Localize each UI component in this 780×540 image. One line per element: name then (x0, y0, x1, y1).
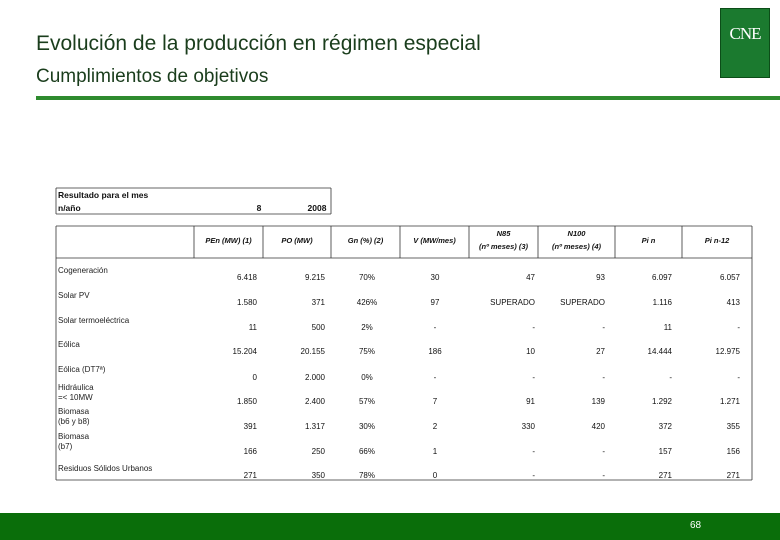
table-cell: 9.215 (304, 273, 325, 282)
table-cell: - (737, 323, 740, 332)
table-cell: 30% (358, 422, 376, 431)
table-cell: 2% (361, 323, 373, 332)
period-year: 2008 (307, 203, 327, 213)
column-header-sub: (nº meses) (3) (478, 242, 529, 251)
table-cell: 271 (243, 471, 257, 480)
table-cell: 372 (658, 422, 672, 431)
table-cell: 27 (596, 347, 605, 356)
column-header: N85 (496, 229, 511, 238)
table-cell: 15.204 (232, 347, 257, 356)
period-label: Resultado para el mes (58, 190, 149, 200)
table-cell: 350 (311, 471, 325, 480)
row-label: Cogeneración (58, 266, 108, 275)
table-cell: 271 (726, 471, 740, 480)
table-cell: 11 (663, 323, 672, 332)
table-cell: 10 (526, 347, 535, 356)
table-cell: 66% (358, 447, 376, 456)
row-label-sub: =< 10MW (58, 393, 93, 402)
table-cell: - (433, 323, 437, 332)
table-cell: 1.292 (651, 397, 672, 406)
table-cell: - (737, 373, 740, 382)
table-cell: 12.975 (715, 347, 740, 356)
table-cell: 70% (358, 273, 376, 282)
table-cell: 420 (591, 422, 605, 431)
row-label: Biomasa (58, 432, 90, 441)
table-cell: 271 (658, 471, 672, 480)
table-cell: 30 (430, 273, 440, 282)
table-cell: - (433, 373, 437, 382)
table-cell: 1.317 (304, 422, 325, 431)
table-cell: 413 (726, 298, 740, 307)
table-cell: 11 (248, 323, 257, 332)
row-label-sub: (b7) (58, 442, 73, 451)
table-cell: 14.444 (647, 347, 672, 356)
table-cell: - (602, 447, 605, 456)
row-label: Residuos Sólidos Urbanos (58, 464, 153, 473)
table-cell: - (532, 323, 535, 332)
table-cell: 1 (432, 447, 438, 456)
table-cell: 91 (526, 397, 535, 406)
table-cell: - (532, 373, 535, 382)
table-cell: 7 (432, 397, 438, 406)
period-label-year: n/año (58, 203, 81, 213)
table-cell: - (602, 471, 605, 480)
table-cell: - (669, 373, 672, 382)
row-label: Eólica (DT7ª) (58, 365, 106, 374)
table-cell: 186 (428, 347, 442, 356)
table-cell: - (602, 323, 605, 332)
period-month: 8 (256, 203, 262, 213)
table-cell: 57% (358, 397, 376, 406)
table-cell: 1.271 (719, 397, 740, 406)
column-header: Pi n (641, 236, 656, 245)
table-cell: SUPERADO (490, 298, 535, 307)
table-cell: 250 (311, 447, 325, 456)
table-cell: 93 (596, 273, 605, 282)
row-label: Eólica (58, 340, 80, 349)
table-cell: 2 (432, 422, 438, 431)
table-cell: 97 (430, 298, 440, 307)
column-header: PEn (MW) (1) (205, 236, 252, 245)
footer-bar (0, 513, 780, 540)
table-cell: 330 (521, 422, 535, 431)
table-cell: 500 (311, 323, 325, 332)
table-cell: 391 (243, 422, 257, 431)
table-cell: - (532, 447, 535, 456)
table-cell: 6.097 (651, 273, 672, 282)
table-cell: 355 (726, 422, 740, 431)
table-cell: 6.418 (236, 273, 257, 282)
table-cell: 0% (361, 373, 373, 382)
table-cell: - (532, 471, 535, 480)
row-label-sub: (b6 y b8) (58, 417, 90, 426)
table-cell: 2.400 (304, 397, 325, 406)
table-cell: 139 (591, 397, 605, 406)
table-cell: 156 (726, 447, 740, 456)
row-label: Solar termoeléctrica (58, 316, 130, 325)
column-header: V (MW/mes) (413, 236, 456, 245)
table-cell: 426% (356, 298, 378, 307)
column-header: PO (MW) (281, 236, 313, 245)
column-header-sub: (nº meses) (4) (551, 242, 602, 251)
table-cell: 78% (358, 471, 376, 480)
table-cell: 1.116 (652, 298, 672, 307)
column-header: Pi n-12 (704, 236, 730, 245)
column-header: N100 (567, 229, 586, 238)
row-label: Hidráulica (58, 383, 94, 392)
row-label: Solar PV (58, 291, 90, 300)
table-cell: 1.580 (236, 298, 257, 307)
table-cell: 0 (432, 471, 438, 480)
page-title: Evolución de la producción en régimen especial (36, 32, 481, 55)
table-cell: 1.850 (236, 397, 257, 406)
page-subtitle: Cumplimientos de objetivos (36, 66, 269, 87)
table-cell: 2.000 (304, 373, 325, 382)
table-cell: 371 (311, 298, 325, 307)
logo-text: CNE (729, 24, 761, 43)
table-cell: 0 (252, 373, 257, 382)
table-cell: 75% (358, 347, 376, 356)
column-header: Gn (%) (2) (347, 236, 384, 245)
table-cell: 166 (243, 447, 257, 456)
page-number: 68 (690, 520, 702, 531)
table-cell: 6.057 (719, 273, 740, 282)
table-cell: - (602, 373, 605, 382)
table-cell: 20.155 (300, 347, 325, 356)
table-cell: 47 (526, 273, 535, 282)
table-cell: SUPERADO (560, 298, 605, 307)
table-cell: 157 (658, 447, 672, 456)
row-label: Biomasa (58, 407, 90, 416)
